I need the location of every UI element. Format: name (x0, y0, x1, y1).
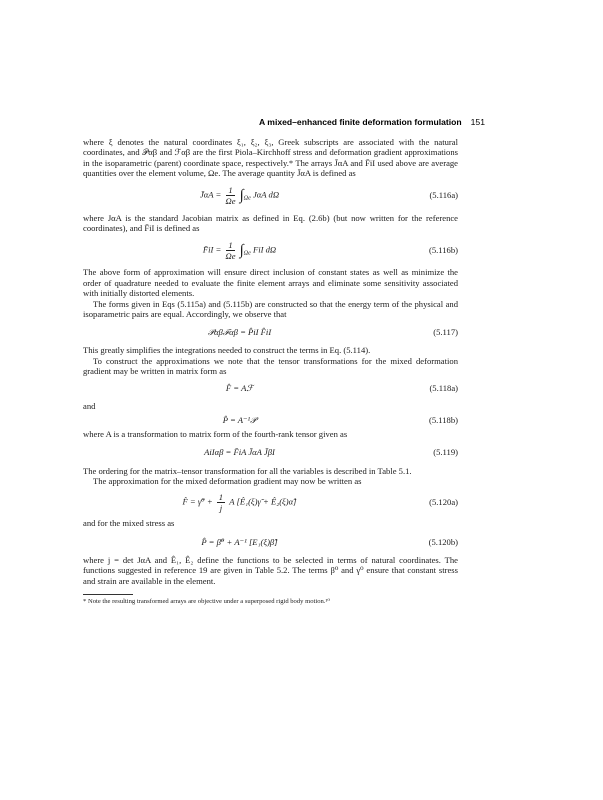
eq120a-numerator: 1 (218, 491, 224, 502)
footnote-rule (83, 594, 133, 595)
equation-5-116a (83, 179, 458, 213)
paragraph-4: The forms given in Eqs (5.115a) and (5.115b) are constructed so that the energy term of the physical and isoparametric pairs are equal. Accordingly, we observe that (83, 298, 458, 320)
page-body (83, 137, 458, 606)
eq116b-numerator: 1 (228, 239, 233, 250)
eq116b-fraction (225, 240, 235, 261)
paragraph-1: where ξ denotes the natural coordinates ξ₁, ξ₂, ξ₃, Greek subscripts are associated with the natural coordinates, and 𝒫αβ and ℱαβ are the first Piola–Kirchhoff stress and deformation gradient approximations in the isoparametric (parent) coordinate space, respectively.* The arrays J̄αA and F̄iI used above are average quantities over the element volume, Ωe. The average quantity J̄αA is defined as (83, 137, 458, 179)
eq118b-body: P̂ = A⁻¹𝒫 (222, 414, 257, 425)
equation-5-120a (83, 486, 458, 518)
eq116b-lhs: F̄iI = (202, 244, 222, 255)
eq120b-label: (5.120b) (428, 536, 458, 547)
eq116a-domain: Ωe (243, 195, 251, 202)
footnote: * Note the resulting transformed arrays are objective under a superposed rigid body motion.¹⁰ (83, 597, 331, 605)
eq116a-numerator: 1 (228, 185, 233, 196)
eq116a-label: (5.116a) (429, 190, 458, 201)
paragraph-9: The ordering for the matrix–tensor transformation for all the variables is described in Table 5.1. (83, 465, 412, 476)
eq120a-fraction (217, 492, 225, 513)
eq118a-label: (5.118a) (429, 383, 458, 394)
eq120a-denominator: j (219, 502, 223, 513)
eq116b-domain: Ωe (243, 250, 251, 257)
eq116b-denominator: Ωe (225, 250, 236, 261)
paragraph-11: and for the mixed stress as (83, 518, 175, 529)
eq120b-body: P̂ = β̃⁰ + A⁻¹ [E₁(ξ)β̃] (201, 536, 278, 547)
equation-5-119 (83, 440, 458, 466)
eq120a-rhs: A [Ê₁(ξ)γ̃ + Ê₂(ξ)α̃] (229, 496, 297, 507)
eq118b-label: (5.118b) (428, 414, 458, 425)
paragraph-6: To construct the approximations we note that the tensor transformations for the mixed deformation gradient may be written in matrix form as (83, 355, 458, 377)
eq119-label: (5.119) (433, 447, 458, 458)
paragraph-7: and (83, 400, 96, 411)
running-header (83, 117, 485, 129)
equation-5-117 (83, 319, 458, 345)
eq120a-label: (5.120a) (429, 497, 458, 508)
paragraph-2: where JαA is the standard Jacobian matrix as defined in Eq. (2.6b) (but now written for the reference coordinates), and F̄iI is defined as (83, 212, 458, 234)
paragraph-8: where A is a transformation to matrix form of the fourth-rank tensor given as (83, 429, 348, 440)
eq116b-rhs: FiI dΩ (252, 244, 277, 255)
paragraph-12: where j = det JαA and Ê₁, Ê₂ define the functions to be selected in terms of natural coordinates. The functions suggested in reference 19 are given in Table 5.2. The terms β⁰ and γ⁰ ensure that constant stress and strain are available in the element. (83, 554, 458, 586)
eq116a-lhs: J̄αA = (199, 189, 222, 200)
eq118a-body: F̂ = Aℱ (225, 383, 254, 394)
equation-5-116b (83, 233, 458, 267)
eq119-body: AiIαβ = F̄iA J̄αA J̄βI (204, 447, 275, 458)
eq116a-denominator: Ωe (225, 196, 236, 207)
eq117-label: (5.117) (433, 327, 458, 338)
eq117-body: 𝒫αβℱαβ = P̂iI F̂iI (207, 327, 272, 338)
eq116a-integral-sign: ∫ (239, 187, 244, 204)
paragraph-3: The above form of approximation will ensure direct inclusion of constant states as well as minimize the order of quadrature needed to evaluate the finite element arrays and eliminate some sensitivity associated with initially distorted elements. (83, 267, 458, 299)
equation-5-118b (83, 411, 458, 429)
equation-5-118a (83, 377, 458, 401)
page-number: 151 (470, 117, 485, 127)
eq116a-rhs: JαA dΩ (252, 189, 280, 200)
paragraph-10: The approximation for the mixed deformation gradient may now be written as (93, 475, 362, 486)
header-title: A mixed–enhanced finite deformation formulation (259, 117, 462, 127)
paragraph-5: This greatly simplifies the integrations needed to construct the terms in Eq. (5.114). (83, 345, 371, 356)
eq120a-lhs: F̂ = γ̃⁰ + (182, 496, 213, 507)
eq116b-integral-sign: ∫ (239, 242, 244, 259)
eq116a-fraction (225, 185, 235, 206)
equation-5-120b (83, 529, 458, 555)
eq116b-label: (5.116b) (428, 245, 458, 256)
